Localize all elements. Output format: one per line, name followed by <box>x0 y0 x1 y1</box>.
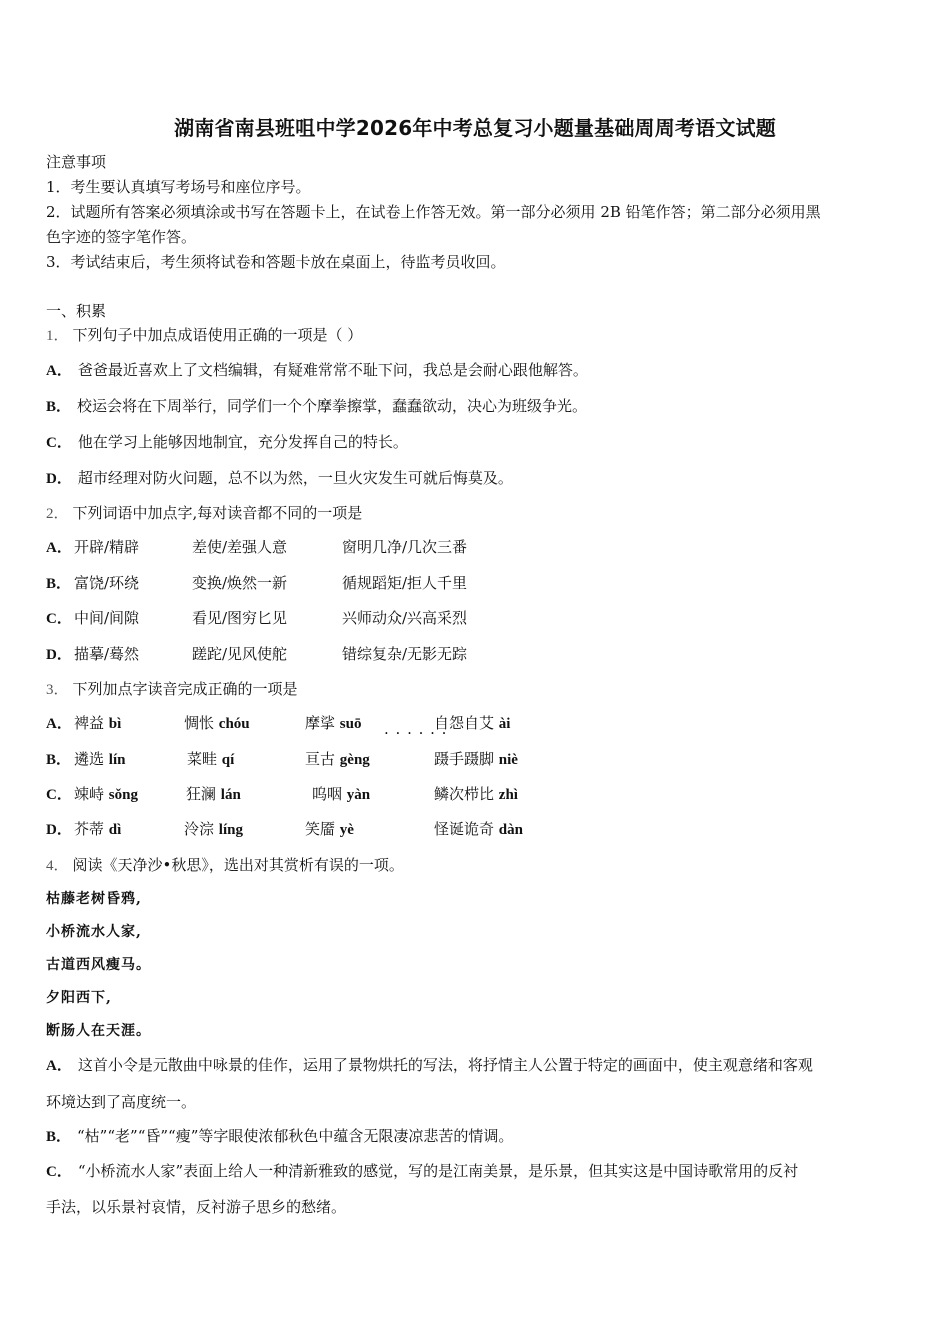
pinyin: lán <box>220 787 241 803</box>
question-text: 下列词语中加点字,每对读音都不同的一项是 <box>72 504 363 522</box>
word: 亘古 <box>305 750 336 768</box>
pinyin: yàn <box>346 787 371 803</box>
notice-item-2a: 2．试题所有答案必须填涂或书写在答题卡上，在试卷上作答无效。第一部分必须用 2B 铅笔作答；第二部分必须用黑 <box>46 203 821 221</box>
q3-option-c-item-4 <box>434 784 518 805</box>
option-letter: A． <box>46 1058 72 1074</box>
option-text: 校运会将在下周举行，同学们一个个摩拳擦掌，蠢蠢欲动，决心为班级争光。 <box>77 397 588 415</box>
q3-option-b-item-2 <box>187 749 234 770</box>
notice-item-2b: 色字迹的签字笔作答。 <box>46 228 197 246</box>
question-4-stem <box>46 855 404 876</box>
option-letter: D． <box>46 647 72 663</box>
question-number: 3． <box>46 682 69 698</box>
option-text: “小桥流水人家”表面上给人一种清新雅致的感觉，写的是江南美景，是乐景，但其实这是中国诗歌常用的反衬 <box>77 1162 799 1180</box>
q3-option-a-item-3 <box>305 713 361 734</box>
q4-option-a-line-2: 环境达到了高度统一。 <box>46 1093 197 1111</box>
q1-option-d <box>46 468 513 489</box>
q3-option-b-letter <box>46 749 77 770</box>
question-2-stem <box>46 503 362 524</box>
section-heading: 一、积累 <box>46 302 107 320</box>
option-letter: B． <box>46 752 72 768</box>
option-letter: B． <box>46 576 72 592</box>
word: 蹑手蹑脚 <box>434 750 495 768</box>
pinyin: yè <box>339 822 354 838</box>
option-letter: C． <box>46 1164 72 1180</box>
option-text: 他在学习上能够因地制宜，充分发挥自己的特长。 <box>77 433 408 451</box>
pinyin: zhì <box>498 787 518 803</box>
pinyin: bì <box>108 716 122 732</box>
word: 呜咽 <box>312 785 343 803</box>
pinyin: gèng <box>339 752 370 768</box>
option-letter: D． <box>46 471 72 487</box>
option-text: 超市经理对防火问题，总不以为然，一旦火灾发生可就后悔莫及。 <box>77 469 513 487</box>
option-letter: D． <box>46 822 72 838</box>
pinyin: líng <box>218 822 243 838</box>
word: 裨益 <box>74 714 105 732</box>
word: 摩挲 <box>305 714 336 732</box>
pinyin: dàn <box>498 822 523 838</box>
q2-option-a-word-3: 窗明几净/几次三番 <box>342 538 468 556</box>
option-text: “枯”“老”“昏”“瘦”等字眼使浓郁秋色中蕴含无限凄凉悲苦的情调。 <box>77 1127 514 1145</box>
q2-option-c-word-1: 中间/间隙 <box>74 609 140 627</box>
poem-line-1: 枯藤老树昏鸦, <box>46 891 142 907</box>
q3-option-a-item-4 <box>434 713 510 734</box>
q2-option-a-word-1: 开辟/精辟 <box>74 538 140 556</box>
q2-option-d-word-1: 描摹/蓦然 <box>74 645 140 663</box>
word: 自怨自艾 <box>434 714 495 732</box>
word: 芥蒂 <box>74 820 105 838</box>
pinyin: dì <box>108 822 122 838</box>
q4-option-c-line-2: 手法，以乐景衬哀情，反衬游子思乡的愁绪。 <box>46 1198 347 1216</box>
poem-line-2: 小桥流水人家, <box>46 924 142 940</box>
q3-option-d-item-1 <box>74 819 121 840</box>
q1-option-c <box>46 432 408 453</box>
q3-option-a-item-1 <box>74 713 121 734</box>
poem-line-4: 夕阳西下, <box>46 990 112 1006</box>
question-text: 下列句子中加点成语使用正确的一项是（ ） <box>72 326 363 344</box>
notice-item-3: 3．考试结束后，考生须将试卷和答题卡放在桌面上，待监考员收回。 <box>46 253 506 271</box>
q2-option-d-word-2: 蹉跎/见风使舵 <box>192 645 288 663</box>
word: 泠淙 <box>184 820 215 838</box>
q2-option-c-word-3: 兴师动众/兴高采烈 <box>342 609 468 627</box>
word: 笑靥 <box>305 820 336 838</box>
pinyin: sǒng <box>108 787 138 803</box>
question-text: 下列加点字读音完成正确的一项是 <box>72 680 298 698</box>
option-letter: A． <box>46 716 72 732</box>
word: 鳞次栉比 <box>434 785 495 803</box>
option-letter: C． <box>46 787 72 803</box>
option-letter: C． <box>46 611 72 627</box>
q1-option-b <box>46 396 587 417</box>
word: 惆怅 <box>184 714 215 732</box>
question-1-stem <box>46 325 362 346</box>
q3-option-b-item-4 <box>434 749 518 770</box>
q3-option-b-item-3 <box>305 749 370 770</box>
pinyin: niè <box>498 752 518 768</box>
poem-line-5: 断肠人在天涯。 <box>46 1023 151 1039</box>
question-number: 2． <box>46 506 69 522</box>
pinyin: suō <box>339 716 362 732</box>
q2-option-c-word-2: 看见/图穷匕见 <box>192 609 288 627</box>
word: 竦峙 <box>74 785 105 803</box>
q2-option-b-word-1: 富饶/环绕 <box>74 574 140 592</box>
option-letter: B． <box>46 1129 72 1145</box>
q2-option-a-word-2: 差使/差强人意 <box>192 538 288 556</box>
q2-option-b-word-3: 循规蹈矩/拒人千里 <box>342 574 468 592</box>
option-text: 这首小令是元散曲中咏景的佳作，运用了景物烘托的写法，将抒情主人公置于特定的画面中，使主观意绪和客观 <box>77 1056 813 1074</box>
q3-option-c-item-3 <box>312 784 370 805</box>
exam-title: 湖南省南县班咀中学2026年中考总复习小题量基础周周考语文试题 <box>174 116 776 140</box>
question-number: 4． <box>46 858 69 874</box>
word: 遴选 <box>74 750 105 768</box>
option-letter: A． <box>46 540 72 556</box>
q2-option-b-word-2: 变换/焕然一新 <box>192 574 288 592</box>
pinyin: ài <box>498 716 511 732</box>
pinyin: chóu <box>218 716 250 732</box>
option-letter: B． <box>46 399 72 415</box>
notice-heading: 注意事项 <box>46 153 107 171</box>
option-letter: A． <box>46 363 72 379</box>
poem-line-3: 古道西风瘦马。 <box>46 957 151 973</box>
question-text: 阅读《天净沙•秋思》，选出对其赏析有误的一项。 <box>72 856 404 874</box>
q2-option-d-word-3: 错综复杂/无影无踪 <box>342 645 468 663</box>
word: 菜畦 <box>187 750 218 768</box>
notice-item-1: 1．考生要认真填写考场号和座位序号。 <box>46 178 311 196</box>
pinyin: qí <box>221 752 235 768</box>
q3-option-c-item-2 <box>186 784 241 805</box>
emphasis-dots: . . . . . . <box>384 720 448 738</box>
question-3-stem <box>46 679 298 700</box>
option-text: 爸爸最近喜欢上了文档编辑，有疑难常常不耻下问，我总是会耐心跟他解答。 <box>77 361 588 379</box>
q4-option-b <box>46 1126 513 1147</box>
q3-option-d-item-2 <box>184 819 243 840</box>
q4-option-a-line-1 <box>46 1055 813 1076</box>
q2-option-b-letter <box>46 573 77 594</box>
word: 狂澜 <box>186 785 217 803</box>
question-number: 1． <box>46 328 69 344</box>
q4-option-c-line-1 <box>46 1161 798 1182</box>
q3-option-b-item-1 <box>74 749 125 770</box>
q1-option-a <box>46 360 588 381</box>
option-letter: C． <box>46 435 72 451</box>
q3-option-a-item-2 <box>184 713 250 734</box>
q3-option-c-item-1 <box>74 784 138 805</box>
word: 怪诞诡奇 <box>434 820 495 838</box>
pinyin: lín <box>108 752 126 768</box>
q3-option-d-item-3 <box>305 819 354 840</box>
q3-option-d-item-4 <box>434 819 523 840</box>
